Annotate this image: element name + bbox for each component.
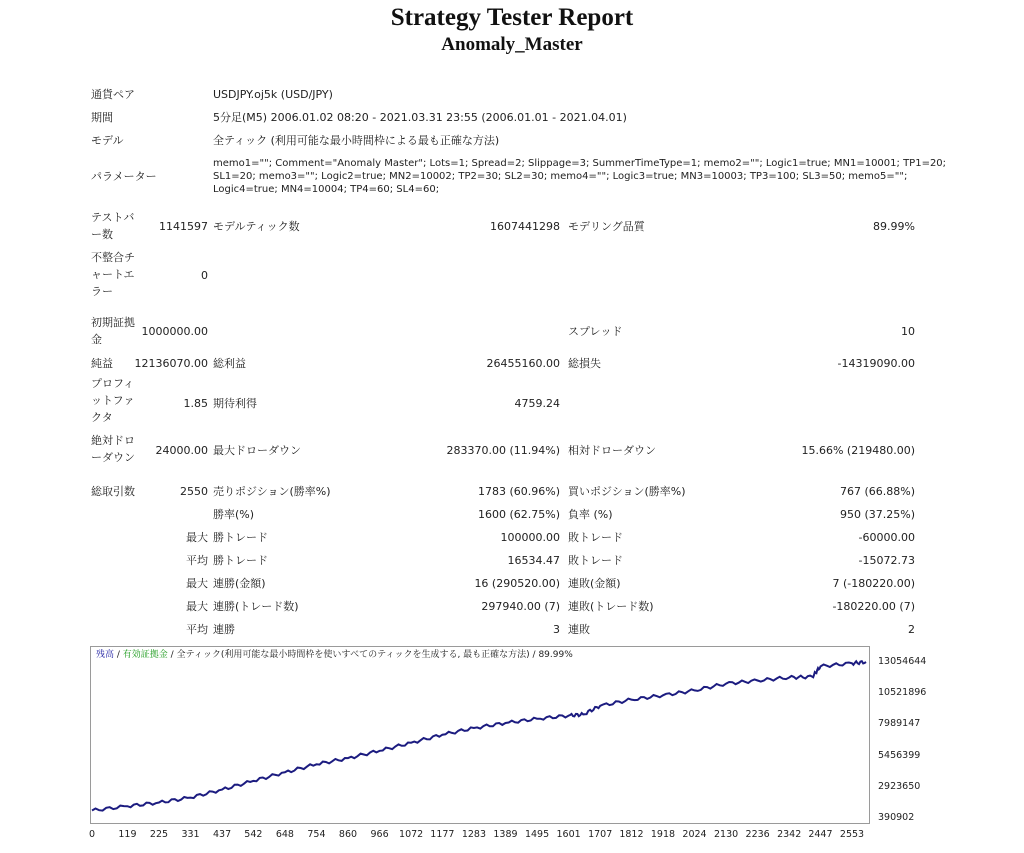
x-tick-label: 966	[370, 829, 389, 840]
cons-loss-cnt-value: -180220.00 (7)	[832, 600, 915, 613]
abs-dd-label: 絶対ドロ ーダウン	[91, 434, 135, 464]
max-win-value: 100000.00	[500, 531, 560, 544]
max-win-label: 勝トレード	[213, 531, 268, 544]
long-value: 767 (66.88%)	[839, 485, 915, 498]
x-tick-label: 648	[275, 829, 294, 840]
ticks-label: モデルティック数	[213, 220, 300, 233]
mismatch-label: 不整合チ ャートエ ラー	[91, 251, 135, 298]
cons-loss-cnt-label: 連敗(トレード数)	[568, 600, 654, 613]
y-tick-label: 5456399	[878, 749, 921, 761]
legend-equity: 有効証拠金	[122, 650, 168, 660]
x-tick-label: 2236	[745, 829, 770, 840]
pf-value: 1.85	[183, 397, 208, 410]
cons-win-cnt-value: 297940.00 (7)	[481, 600, 560, 613]
pair-value: USDJPY.oj5k (USD/JPY)	[213, 88, 333, 101]
long-label: 買いポジション(勝率%)	[568, 485, 686, 498]
x-tick-label: 754	[307, 829, 326, 840]
gross-loss-label: 総損失	[568, 357, 601, 370]
x-tick-label: 1177	[430, 829, 455, 840]
period-label: 期間	[91, 111, 113, 124]
x-tick-label: 0	[88, 829, 96, 840]
x-tick-label: 2553	[839, 829, 865, 840]
y-tick-label: 10521896	[878, 687, 927, 699]
avg-cons-loss-value: 2	[908, 623, 915, 636]
spread-label: スプレッド	[568, 325, 623, 338]
x-tick-label: 2130	[713, 829, 739, 840]
legend-balance: 残高	[96, 650, 115, 660]
cons-loss-amt-value: 7 (-180220.00)	[832, 577, 915, 590]
x-tick-label: 1072	[399, 829, 424, 840]
model-value: 全ティック (利用可能な最小時間枠による最も正確な方法)	[213, 134, 500, 147]
pair-label: 通貨ペア	[91, 88, 135, 101]
max-prefix-3: 最大	[186, 600, 208, 613]
trades-label: 総取引数	[91, 485, 135, 498]
x-tick-label: 437	[213, 829, 232, 840]
avg-loss-value: -15072.73	[858, 554, 915, 567]
cons-win-amt-value: 16 (290520.00)	[474, 577, 560, 590]
x-tick-label: 1601	[556, 829, 581, 840]
bars-label: テストバ ー数	[91, 211, 135, 241]
win-label: 勝率(%)	[213, 508, 255, 521]
avg-prefix-1: 平均	[186, 554, 208, 567]
report-subtitle: Anomaly_Master	[441, 34, 583, 55]
x-tick-label: 1389	[493, 829, 518, 840]
max-loss-value: -60000.00	[858, 531, 915, 544]
pf-label: プロフィ ットファ クタ	[91, 377, 135, 424]
x-tick-label: 1495	[524, 829, 550, 840]
x-tick-label: 542	[244, 829, 263, 840]
net-value: 12136070.00	[134, 357, 208, 370]
y-tick-label: 2923650	[878, 780, 921, 792]
gross-loss-value: -14319090.00	[837, 357, 915, 370]
expected-label: 期待利得	[213, 397, 257, 410]
x-tick-label: 2024	[682, 829, 707, 840]
y-tick-label: 7989147	[878, 718, 921, 730]
avg-cons-win-value: 3	[553, 623, 560, 636]
x-tick-label: 1283	[461, 829, 487, 840]
balance-series-line	[92, 661, 866, 810]
legend-model: 全ティック(利用可能な最小時間枠を使いすべてのティックを生成する, 最も正確な方法) / 89.99%	[176, 650, 573, 660]
spread-value: 10	[901, 325, 915, 338]
report-title: Strategy Tester Report	[390, 4, 634, 31]
avg-win-value: 16534.47	[507, 554, 560, 567]
expected-value: 4759.24	[514, 397, 560, 410]
loss-value: 950 (37.25%)	[839, 508, 915, 521]
max-prefix-2: 最大	[186, 577, 208, 590]
legend-sep-1: /	[114, 650, 123, 660]
quality-value: 89.99%	[873, 220, 915, 233]
avg-prefix-2: 平均	[186, 623, 208, 636]
x-tick-label: 2342	[777, 829, 802, 840]
avg-cons-win-label: 連勝	[213, 623, 235, 636]
x-tick-label: 1918	[650, 829, 676, 840]
y-tick-label: 390902	[878, 812, 915, 823]
loss-label: 負率 (%)	[568, 508, 613, 521]
rel-dd-label: 相対ドローダウン	[568, 444, 656, 457]
gross-profit-value: 26455160.00	[486, 357, 560, 370]
short-label: 売りポジション(勝率%)	[213, 485, 331, 498]
gross-profit-label: 総利益	[213, 357, 246, 370]
avg-loss-label: 敗トレード	[568, 554, 623, 567]
bars-value: 1141597	[159, 220, 208, 233]
period-value: 5分足(M5) 2006.01.02 08:20 - 2021.03.31 23:55 (2006.01.01 - 2021.04.01)	[213, 111, 627, 124]
x-tick-label: 2447	[808, 829, 833, 840]
x-tick-label: 860	[338, 829, 358, 840]
avg-win-label: 勝トレード	[213, 554, 268, 567]
mismatch-value: 0	[201, 269, 208, 282]
max-loss-label: 敗トレード	[568, 531, 623, 544]
params-line-2: SL1=20; memo3=""; Logic2=true; MN2=10002; TP2=30; SL2=30; memo4=""; Logic3=true; MN3=10003; TP3=100; SL3=50; memo5="";	[213, 171, 908, 182]
quality-label: モデリング品質	[568, 220, 645, 233]
avg-cons-loss-label: 連敗	[568, 623, 590, 636]
cons-loss-amt-label: 連敗(金額)	[568, 577, 621, 590]
max-dd-label: 最大ドローダウン	[213, 444, 301, 457]
x-tick-label: 331	[181, 829, 200, 840]
params-line-1: memo1=""; Comment="Anomaly Master"; Lots=1; Spread=2; Slippage=3; SummerTimeType=1; memo2=""; Logic1=true; MN1=10001; TP1=20;	[213, 158, 947, 169]
cons-win-amt-label: 連勝(金額)	[213, 577, 266, 590]
x-tick-label: 1707	[588, 829, 613, 840]
x-tick-label: 1812	[619, 829, 644, 840]
max-prefix-1: 最大	[186, 531, 208, 544]
legend-sep-2: /	[167, 650, 177, 660]
rel-dd-value: 15.66% (219480.00)	[801, 444, 915, 457]
model-label: モデル	[91, 134, 124, 147]
trades-value: 2550	[180, 485, 208, 498]
params-line-3: Logic4=true; MN4=10004; TP4=60; SL4=60;	[213, 184, 440, 195]
x-tick-label: 119	[118, 829, 137, 840]
net-label: 純益	[91, 357, 113, 370]
ticks-value: 1607441298	[490, 220, 560, 233]
deposit-label: 初期証拠 金	[91, 316, 135, 346]
max-dd-value: 283370.00 (11.94%)	[446, 444, 560, 457]
cons-win-cnt-label: 連勝(トレード数)	[213, 600, 299, 613]
abs-dd-value: 24000.00	[155, 444, 208, 457]
win-value: 1600 (62.75%)	[477, 508, 560, 521]
x-tick-label: 225	[149, 829, 169, 840]
short-value: 1783 (60.96%)	[477, 485, 560, 498]
y-tick-label: 13054644	[878, 656, 927, 667]
deposit-value: 1000000.00	[141, 325, 208, 338]
params-label: パラメーター	[91, 170, 157, 183]
